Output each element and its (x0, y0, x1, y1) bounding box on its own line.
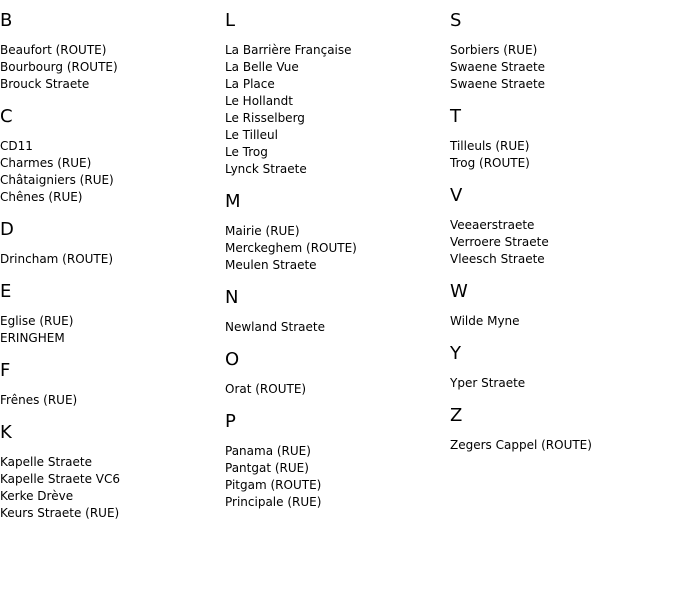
street-link[interactable]: Panama (RUE) (225, 444, 311, 458)
letter-heading: K (0, 422, 12, 443)
letter-heading: O (225, 349, 240, 370)
street-list (225, 319, 445, 336)
street-link[interactable]: Vleesch Straete (450, 252, 545, 266)
letter-group (450, 281, 670, 330)
street-link[interactable]: Merckeghem (ROUTE) (225, 241, 357, 255)
street-list (225, 42, 445, 178)
street-link[interactable]: Newland Straete (225, 320, 325, 334)
street-link[interactable]: Meulen Straete (225, 258, 317, 272)
index-column-2 (225, 10, 445, 524)
street-link[interactable]: Pantgat (RUE) (225, 461, 309, 475)
street-link[interactable]: Kapelle Straete VC6 (0, 472, 120, 486)
street-link[interactable]: Mairie (RUE) (225, 224, 300, 238)
street-link[interactable]: Zegers Cappel (ROUTE) (450, 438, 592, 452)
street-link[interactable]: Beaufort (ROUTE) (0, 43, 107, 57)
letter-heading: B (0, 10, 13, 31)
street-list (450, 138, 670, 172)
street-link[interactable]: Chênes (RUE) (0, 190, 83, 204)
letter-group (225, 191, 445, 274)
street-link[interactable]: Principale (RUE) (225, 495, 322, 509)
letter-heading: F (0, 360, 11, 381)
street-link[interactable]: ERINGHEM (0, 331, 65, 345)
street-list (450, 437, 670, 454)
letter-group (0, 422, 220, 522)
index-column-1 (0, 10, 220, 535)
street-link[interactable]: Le Hollandt (225, 94, 293, 108)
letter-heading: D (0, 219, 14, 240)
letter-heading: Y (450, 343, 461, 364)
street-list (450, 375, 670, 392)
letter-heading: E (0, 281, 12, 302)
street-link[interactable]: Le Tilleul (225, 128, 278, 142)
letter-group (450, 405, 670, 454)
letter-group (450, 106, 670, 172)
letter-group (225, 287, 445, 336)
letter-heading: M (225, 191, 241, 212)
letter-heading: T (450, 106, 461, 127)
street-list (450, 42, 670, 93)
letter-heading: W (450, 281, 468, 302)
street-list (225, 381, 445, 398)
letter-group (225, 349, 445, 398)
street-list (0, 313, 220, 347)
letter-heading: V (450, 185, 463, 206)
street-link[interactable]: Yper Straete (450, 376, 526, 390)
street-link[interactable]: Lynck Straete (225, 162, 307, 176)
street-link[interactable]: Swaene Straete (450, 60, 546, 74)
letter-heading: P (225, 411, 236, 432)
street-list (0, 454, 220, 522)
street-link[interactable]: CD11 (0, 139, 33, 153)
street-link[interactable]: Verroere Straete (450, 235, 549, 249)
letter-heading: N (225, 287, 239, 308)
letter-heading: S (450, 10, 462, 31)
street-list (450, 217, 670, 268)
street-link[interactable]: Tilleuls (RUE) (450, 139, 530, 153)
letter-group (0, 106, 220, 206)
street-link[interactable]: Bourbourg (ROUTE) (0, 60, 118, 74)
street-link[interactable]: Veeaerstraete (450, 218, 535, 232)
street-list (0, 251, 220, 268)
street-link[interactable]: La Place (225, 77, 275, 91)
street-link[interactable]: La Barrière Française (225, 43, 352, 57)
letter-group (450, 10, 670, 93)
street-link[interactable]: Kerke Drève (0, 489, 74, 503)
street-link[interactable]: Trog (ROUTE) (450, 156, 530, 170)
street-link[interactable]: Orat (ROUTE) (225, 382, 307, 396)
letter-group (0, 219, 220, 268)
letter-group (0, 281, 220, 347)
index-column-3 (450, 10, 670, 467)
street-link[interactable]: Swaene Straete (450, 77, 546, 91)
letter-group (225, 411, 445, 511)
street-list (0, 392, 220, 409)
street-link[interactable]: Le Trog (225, 145, 268, 159)
street-link[interactable]: Châtaigniers (RUE) (0, 173, 114, 187)
letter-heading: C (0, 106, 13, 127)
letter-heading: L (225, 10, 236, 31)
street-link[interactable]: Sorbiers (RUE) (450, 43, 538, 57)
street-link[interactable]: Frênes (RUE) (0, 393, 78, 407)
street-list (450, 313, 670, 330)
letter-group (225, 10, 445, 178)
letter-group (450, 185, 670, 268)
street-link[interactable]: Le Risselberg (225, 111, 305, 125)
letter-group (0, 10, 220, 93)
street-list (0, 138, 220, 206)
street-link[interactable]: La Belle Vue (225, 60, 299, 74)
street-link[interactable]: Drincham (ROUTE) (0, 252, 114, 266)
street-list (225, 223, 445, 274)
letter-group (450, 343, 670, 392)
street-link[interactable]: Pitgam (ROUTE) (225, 478, 322, 492)
street-link[interactable]: Eglise (RUE) (0, 314, 74, 328)
letter-group (0, 360, 220, 409)
street-list (225, 443, 445, 511)
street-link[interactable]: Keurs Straete (RUE) (0, 506, 120, 520)
street-link[interactable]: Charmes (RUE) (0, 156, 92, 170)
street-link[interactable]: Kapelle Straete (0, 455, 92, 469)
street-list (0, 42, 220, 93)
street-link[interactable]: Wilde Myne (450, 314, 520, 328)
street-link[interactable]: Brouck Straete (0, 77, 90, 91)
letter-heading: Z (450, 405, 463, 426)
